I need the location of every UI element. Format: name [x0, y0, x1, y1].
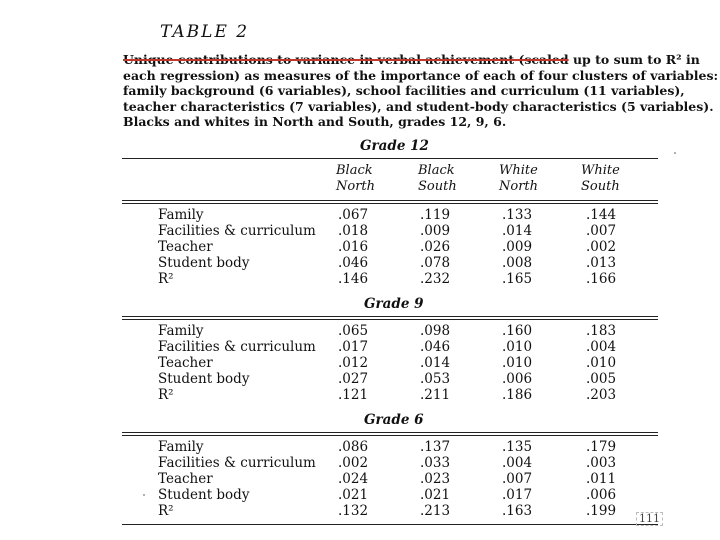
grade-6-rule-thin	[122, 435, 658, 436]
table-cell: .016	[338, 239, 369, 255]
table-cell: .086	[338, 439, 369, 455]
grade-6-rule	[122, 432, 658, 433]
column-header-white-north	[499, 163, 538, 195]
scan-speck	[143, 494, 145, 496]
header-bottom-rule	[122, 200, 658, 201]
row-label-student-body: Student body	[158, 487, 250, 503]
column-header-line: Black	[418, 163, 455, 178]
row-label-teacher: Teacher	[158, 239, 213, 255]
column-header-black-south	[418, 163, 457, 195]
table-cell: .024	[338, 471, 369, 487]
scan-speck	[674, 152, 676, 154]
grade-9-rule-thin	[122, 319, 658, 320]
table-cell: .211	[420, 387, 451, 403]
table-cell: .183	[586, 323, 617, 339]
column-header-line: White	[499, 163, 538, 178]
table-cell: .009	[502, 239, 533, 255]
header-bottom-rule-thin	[122, 203, 658, 204]
caption-struck-text: Unique contributions to variance in verbal achievement (scaled	[123, 52, 569, 67]
grade-6-label: Grade 6	[364, 412, 424, 428]
table-cell: .026	[420, 239, 451, 255]
table-caption	[123, 52, 719, 130]
caption-line-3: family background (6 variables), school facilities and curriculum (11 variables),	[123, 83, 685, 98]
table-cell: .046	[338, 255, 369, 271]
table-cell: .133	[502, 207, 533, 223]
table-cell: .065	[338, 323, 369, 339]
table-cell: .132	[338, 503, 369, 519]
row-label-teacher: Teacher	[158, 355, 213, 371]
table-bottom-rule	[122, 524, 658, 525]
column-header-line: Black	[336, 163, 373, 178]
table-cell: .179	[586, 439, 617, 455]
table-cell: .033	[420, 455, 451, 471]
caption-line-1-rest: up to sum to R² in	[568, 52, 700, 67]
row-label-facilities: Facilities & curriculum	[158, 339, 316, 355]
row-label-student-body: Student body	[158, 255, 250, 271]
row-label-r-squared: R²	[158, 387, 174, 403]
table-cell: .121	[338, 387, 369, 403]
row-label-family: Family	[158, 439, 204, 455]
table-cell: .135	[502, 439, 533, 455]
table-cell: .213	[420, 503, 451, 519]
table-cell: .137	[420, 439, 451, 455]
table-cell: .232	[420, 271, 451, 287]
table-cell: .010	[502, 355, 533, 371]
table-cell: .013	[586, 255, 617, 271]
table-cell: .186	[502, 387, 533, 403]
row-label-facilities: Facilities & curriculum	[158, 455, 316, 471]
table-cell: .144	[586, 207, 617, 223]
table-cell: .023	[420, 471, 451, 487]
table-cell: .014	[502, 223, 533, 239]
table-cell: .004	[502, 455, 533, 471]
table-title: TABLE 2	[160, 22, 250, 42]
table-cell: .002	[586, 239, 617, 255]
header-top-rule	[122, 158, 658, 159]
table-cell: .007	[502, 471, 533, 487]
table-cell: .021	[338, 487, 369, 503]
row-label-r-squared: R²	[158, 503, 174, 519]
caption-line-2: each regression) as measures of the importance of each of four clusters of variables:	[123, 67, 719, 83]
table-cell: .119	[420, 207, 451, 223]
table-cell: .003	[586, 455, 617, 471]
table-cell: .021	[420, 487, 451, 503]
table-cell: .098	[420, 323, 451, 339]
row-label-family: Family	[158, 323, 204, 339]
table-cell: .018	[338, 223, 369, 239]
table-cell: .008	[502, 255, 533, 271]
table-cell: .007	[586, 223, 617, 239]
table-cell: .012	[338, 355, 369, 371]
column-header-line: White	[581, 163, 620, 178]
table-cell: .006	[502, 371, 533, 387]
table-cell: .053	[420, 371, 451, 387]
caption-line-5: Blacks and whites in North and South, grades 12, 9, 6.	[123, 114, 507, 129]
caption-line-1	[123, 52, 700, 68]
table-cell: .011	[586, 471, 617, 487]
table-cell: .165	[502, 271, 533, 287]
table-cell: .009	[420, 223, 451, 239]
grade-9-label: Grade 9	[364, 296, 424, 312]
caption-line-4: teacher characteristics (7 variables), and student-body characteristics (5 variables).	[123, 98, 714, 114]
row-label-r-squared: R²	[158, 271, 174, 287]
row-label-family: Family	[158, 207, 204, 223]
column-header-line: North	[499, 179, 539, 194]
column-header-line: North	[336, 179, 376, 194]
table-cell: .078	[420, 255, 451, 271]
row-label-student-body: Student body	[158, 371, 250, 387]
table-cell: .199	[586, 503, 617, 519]
table-cell: .027	[338, 371, 369, 387]
column-header-black-north	[336, 163, 375, 195]
table-cell: .004	[586, 339, 617, 355]
table-cell: .163	[502, 503, 533, 519]
table-cell: .010	[502, 339, 533, 355]
table-cell: .006	[586, 487, 617, 503]
row-label-facilities: Facilities & curriculum	[158, 223, 316, 239]
page-number: 111	[636, 512, 663, 526]
column-header-line: South	[418, 179, 457, 194]
table-cell: .166	[586, 271, 617, 287]
grade-12-label: Grade 12	[360, 138, 429, 154]
table-cell: .203	[586, 387, 617, 403]
column-header-white-south	[581, 163, 620, 195]
table-cell: .046	[420, 339, 451, 355]
table-cell: .017	[338, 339, 369, 355]
table-cell: .010	[586, 355, 617, 371]
column-header-line: South	[581, 179, 620, 194]
table-cell: .146	[338, 271, 369, 287]
table-cell: .005	[586, 371, 617, 387]
table-cell: .014	[420, 355, 451, 371]
grade-9-rule	[122, 316, 658, 317]
table-cell: .160	[502, 323, 533, 339]
table-cell: .002	[338, 455, 369, 471]
row-label-teacher: Teacher	[158, 471, 213, 487]
table-cell: .067	[338, 207, 369, 223]
table-cell: .017	[502, 487, 533, 503]
